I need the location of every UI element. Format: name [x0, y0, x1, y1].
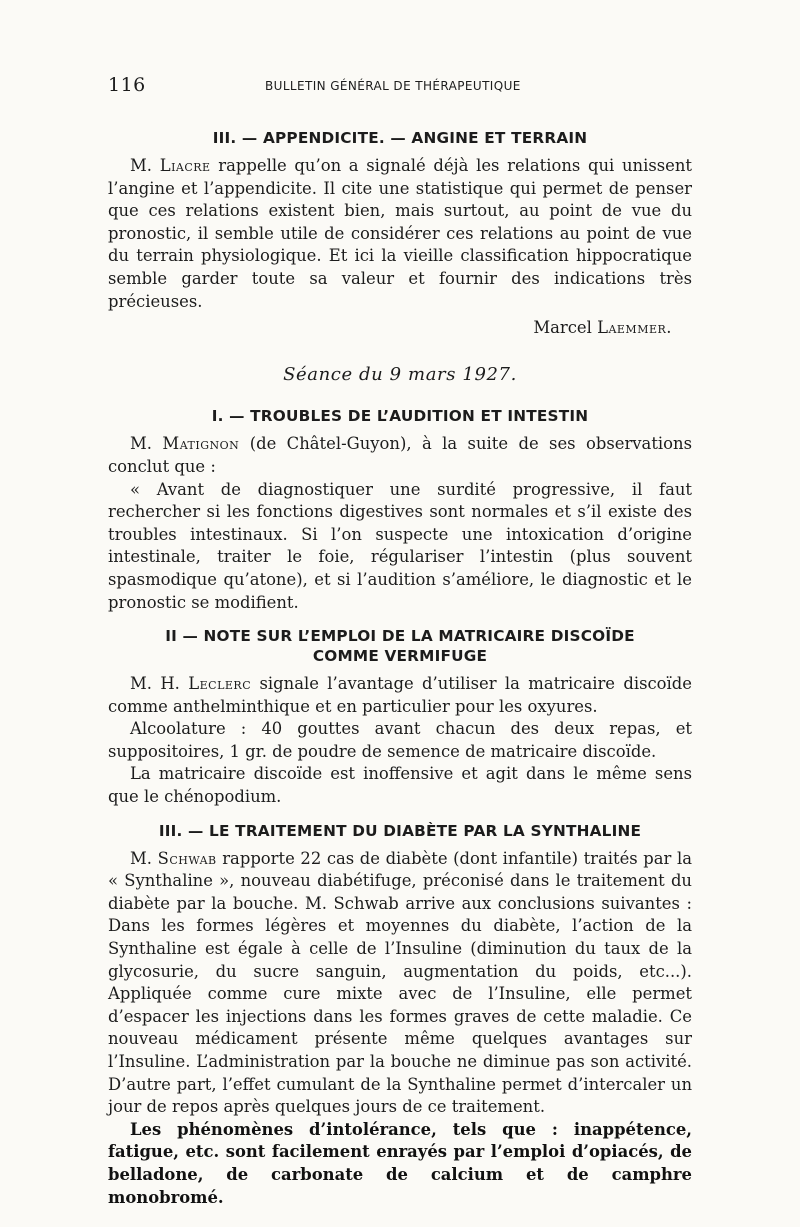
- running-title: BULLETIN GÉNÉRAL DE THÉRAPEUTIQUE: [265, 79, 521, 93]
- paragraph-text: (de Châtel-Guyon), à la suite de ses observations conclut que :: [108, 434, 692, 476]
- section-heading-matricaire: II — NOTE SUR L’EMPLOI DE LA MATRICAIRE DISCOÏDE: [165, 627, 635, 646]
- signature-last-name: Laemmer.: [597, 318, 672, 338]
- author-prefix: M.: [130, 156, 152, 175]
- section-heading-audition: I. — TROUBLES DE L’AUDITION ET INTESTIN: [211, 407, 589, 426]
- paragraph-appendicite: [108, 155, 692, 313]
- section-heading-synthaline: III. — LE TRAITEMENT DU DIABÈTE PAR LA SYNTHALINE: [158, 821, 642, 840]
- section-heading-appendicite: III. — APPENDICITE. — ANGINE ET TERRAIN: [212, 129, 588, 147]
- paragraph-audition-quote: « Avant de diagnostiquer une surdité progressive, il faut rechercher si les fonctions digestives sont normales et s’il existe des troubles intestinaux. Si l’on suspecte une intoxication d’origine intestinale, traiter le foie, régulariser l’intestin (plus souvent spasmodique qu’atone), et si l’audition s’améliore, le diagnostic et le pronostic se modifient.: [108, 479, 692, 612]
- session-date: Séance du 9 mars 1927.: [283, 363, 517, 385]
- paragraph-text: rapporte 22 cas de diabète (dont infantile) traités par la « Synthaline », nouveau diabétifuge, préconisé dans le traitement du diabète par la bouche. M. Schwab arrive aux conclusions suivantes : Dans les formes légères et moyennes du diabète, l’action de la Synthaline est égale à celle de l’Insuline (diminution du taux de la glycosurie, du sucre sanguin, augmentation du poids, etc...). Appliquée comme cure mixte avec de l’Insuline, elle permet d’espacer les injections dans les formes graves de cette maladie. Ce nouveau médicament présente même quelques avantages sur l’Insuline. L’administration par la bouche ne diminue pas son activité. D’autre part, l’effet cumulant de la Synthaline permet d’intercaler un jour de repos après quelques jours de ce traitement.: [108, 848, 692, 1117]
- paragraph-synthaline-2: Les phénomènes d’intolérance, tels que : inappétence, fatigue, etc. sont facilement enrayés par l’emploi d’opiacés, de belladone, de carbonate de calcium et de camphre monobromé.: [108, 1119, 692, 1207]
- paragraph-text: signale l’avantage d’utiliser la matricaire discoïde comme anthelminthique et en particulier pour les oxyures.: [108, 674, 692, 716]
- page-content: [108, 128, 692, 1209]
- paragraph-matricaire-3: La matricaire discoïde est inoffensive et agit dans le même sens que le chénopodium.: [108, 764, 692, 807]
- author-prefix: M. H.: [130, 674, 180, 694]
- author-name: Liacre: [159, 156, 211, 175]
- page-number: 116: [108, 74, 146, 96]
- author-prefix: M.: [130, 434, 152, 454]
- author-name: Leclerc: [188, 674, 252, 694]
- author-name: Schwab: [157, 848, 217, 868]
- paragraph-matricaire-1: [108, 673, 692, 718]
- paragraph-text: rappelle qu’on a signalé déjà les relations qui unissent l’angine et l’appendicite. Il cite une statistique qui permet de penser que ces relations existent bien, mais surtout, au point de vue du pronostic, il semble utile de considérer ces relations au point de vue du terrain physiologique. Et ici la vieille classification hippocratique semble garder toute sa valeur et fournir des indications très précieuses.: [108, 156, 692, 311]
- author-name: Matignon: [162, 434, 240, 454]
- paragraph-matricaire-2: Alcoolature : 40 gouttes avant chacun des deux repas, et suppositoires, 1 gr. de poudre de semence de matricaire discoïde.: [108, 719, 692, 761]
- paragraph-audition-intro: [108, 433, 692, 478]
- author-prefix: M.: [130, 848, 152, 868]
- signature: [108, 317, 672, 340]
- section-heading-matricaire-line2: COMME VERMIFUGE: [312, 647, 488, 666]
- signature-first-name: Marcel: [533, 318, 592, 338]
- page-header: [108, 74, 692, 96]
- paragraph-synthaline-1: [108, 848, 692, 1119]
